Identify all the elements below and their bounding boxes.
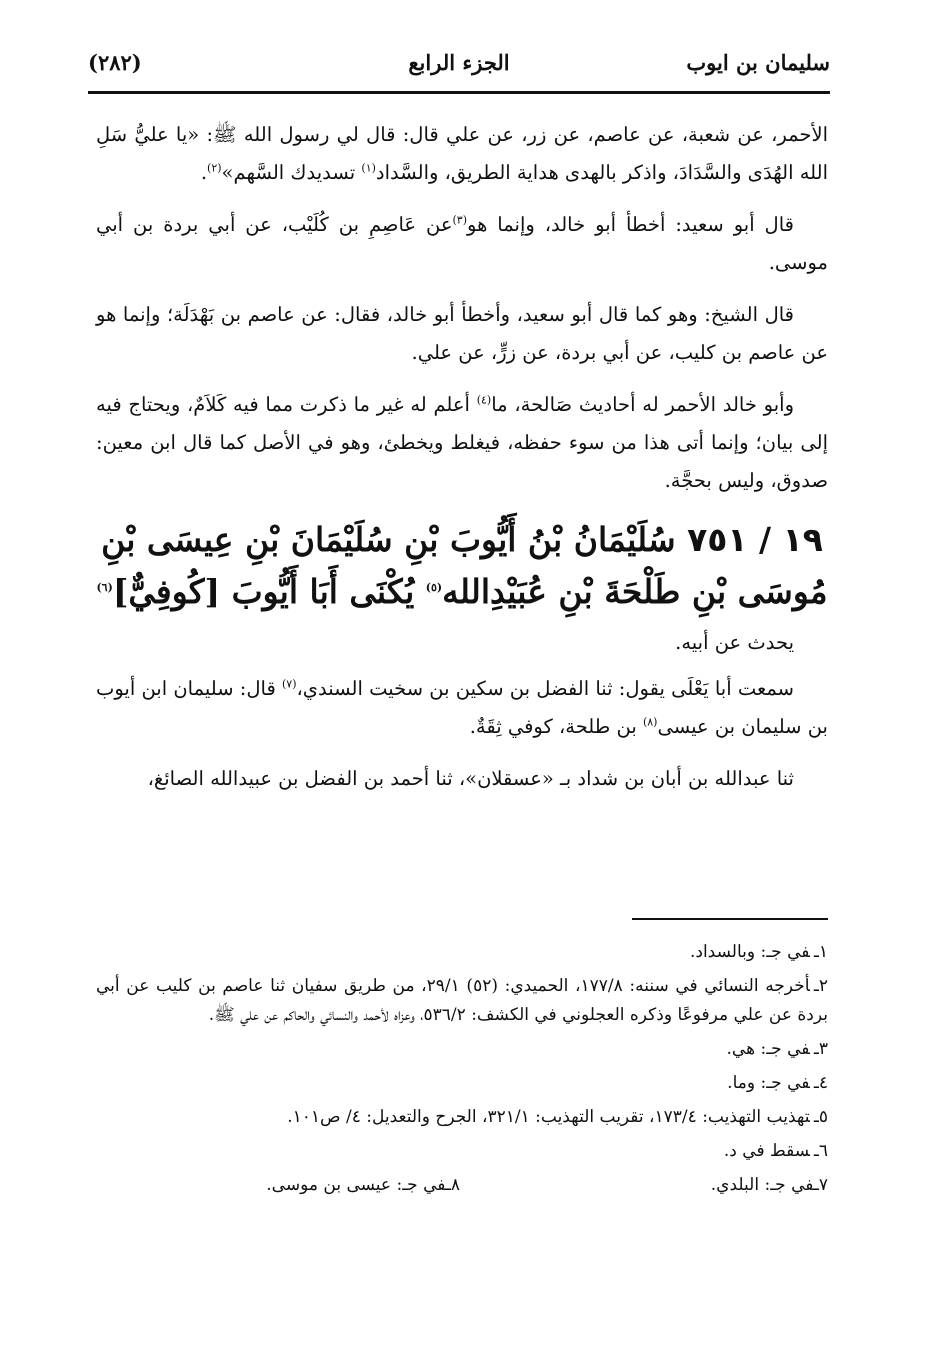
paragraph: قال الشيخ: وهو كما قال أبو سعيد، وأخطأ أبو خالد، فقال: عن عاصم بن بَهْدَلَة؛ وإنما هو عن عاصم بن كليب، عن أبي بردة، عن زرٍّ، عن علي.: [96, 303, 828, 364]
footnote-rule: [632, 918, 828, 920]
footnote-ref[interactable]: (٦): [96, 581, 113, 594]
footnote: ٣ـفي جـ: هي.: [726, 1039, 828, 1059]
footnote-ref[interactable]: (٤): [476, 393, 492, 407]
running-title: سليمان بن ايوب: [686, 50, 830, 75]
page-header: [88, 44, 830, 86]
paragraph: ثنا عبدالله بن أبان بن شداد بـ «عسقلان»، ثنا أحمد بن الفضل بن عبيدالله الصائغ،: [147, 767, 794, 790]
footnote: ٢ـأخرجه النسائي في سننه: ١٧٧/٨، الحميدي: (٥٢) ٢٩/١، من طريق سفيان ثنا عاصم بن كليب عن أبي بردة عن علي مرفوعًا وذكره العجلوني في الكشف: ٥٣٦/٢، وعزاه لأحمد والنسائي والحاكم عن علي ﷺ.: [96, 976, 829, 1025]
footnote: ٧ـفي جـ: البلدي.: [710, 1175, 828, 1195]
footnote-ref[interactable]: (١): [361, 161, 376, 175]
footnote: ١ـفي جـ: وبالسداد.: [689, 942, 828, 962]
paragraph: يحدث عن أبيه.: [675, 631, 794, 654]
footnotes: [96, 938, 828, 1203]
entry-heading: [96, 514, 828, 618]
footnote-ref[interactable]: (٣): [452, 213, 467, 227]
footnote-ref[interactable]: (٧): [281, 677, 297, 691]
header-rule: [88, 91, 830, 94]
part-title: الجزء الرابع: [408, 50, 510, 75]
paragraph: الأحمر، عن شعبة، عن عاصم، عن زر، عن علي قال: قال لي رسول الله ﷺ: «يا عليُّ سَلِ الله الهُدَى والسَّدَادَ، واذكر بالهدى هداية الطريق، والسَّداد$^{(١)}$ تسديدك السَّهم»$^{(٢)}$.: [96, 123, 828, 184]
footnote: ٥ـتهذيب التهذيب: ١٧٣/٤، تقريب التهذيب: ٣٢١/١، الجرح والتعديل: ٤/ ص١٠١.: [287, 1107, 828, 1127]
page-number: (٢٨٢): [88, 50, 142, 75]
entry-kunya: يُكْنَى أَبَا أَيُّوبَ [كُوفِيٌّ]: [112, 572, 426, 611]
footnote-ref[interactable]: (٢): [207, 161, 222, 175]
entry-name: سُلَيْمَانُ بْنُ أَيُّوبَ بْنِ سُلَيْمَانَ بْنِ عِيسَى بْنِ مُوسَى بْنِ طَلْحَةَ بْنِ عُبَيْدِالله: [101, 520, 828, 611]
footnote: ٨ـفي جـ: عيسى بن موسى.: [266, 1175, 460, 1195]
paragraph: قال أبو سعيد: أخطأ أبو خالد، وإنما هو$^{(٣)}$عن عَاصِمِ بن كُلَيْب، عن أبي بردة بن أبي موسى.: [96, 213, 828, 274]
footnote: ٦ـسقط في د.: [723, 1141, 828, 1161]
footnote-row: [96, 1171, 828, 1203]
footnote-ref[interactable]: (٥): [425, 581, 443, 594]
paragraph: سمعت أبا يَعْلَى يقول: ثنا الفضل بن سكين بن سخيت السندي،$^{(٧)}$ قال: سليمان ابن أيوب بن سليمان بن عيسى$^{(٨)}$ بن طلحة، كوفي ثِقَةٌ.: [95, 677, 828, 738]
footnote-ref[interactable]: (٨): [642, 715, 658, 729]
footnote: ٤ـفي جـ: وما.: [727, 1073, 828, 1093]
entry-number: ١٩ / ٧٥١: [687, 520, 823, 559]
main-text: [96, 116, 828, 812]
paragraph: وأبو خالد الأحمر له أحاديث صَالحة، ما$^{(٤)}$ أعلم له غير ما ذكرت مما فيه كَلاَمٌ، ويحتاج فيه إلى بيان؛ وإنما أتى هذا من سوء حفظه، فيغلط ويخطئ، وهو في الأصل كما قال ابن معين: صدوق، وليس بحجَّة.: [96, 393, 828, 492]
